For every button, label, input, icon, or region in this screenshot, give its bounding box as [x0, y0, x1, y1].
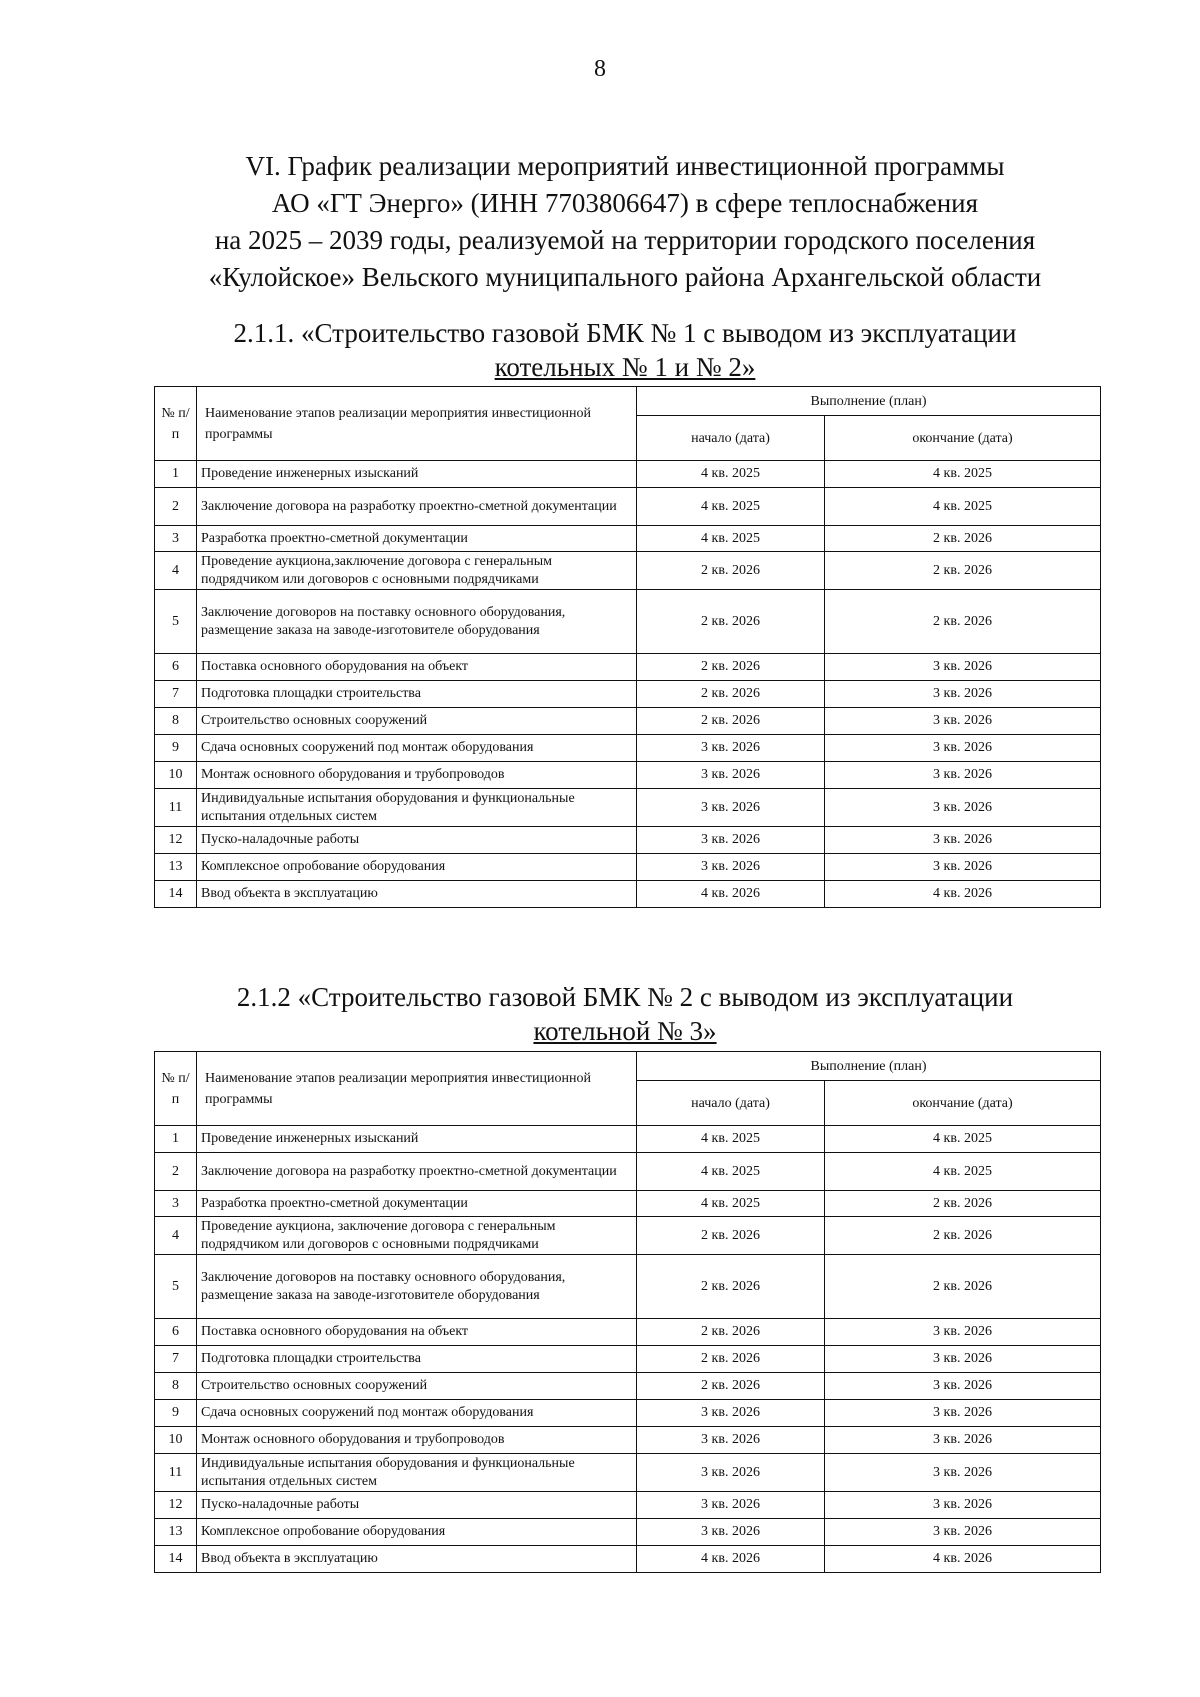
- row-number: 13: [155, 854, 197, 881]
- end-date: 2 кв. 2026: [825, 552, 1101, 590]
- stage-name: Заключение договора на разработку проектно-сметной документации: [197, 488, 637, 526]
- row-number: 1: [155, 461, 197, 488]
- start-date: 3 кв. 2026: [637, 827, 825, 854]
- end-date: 4 кв. 2025: [825, 1153, 1101, 1191]
- table-row: [155, 1153, 1101, 1191]
- header-stage-name: Наименование этапов реализации мероприятия инвестиционной программы: [197, 1052, 637, 1126]
- header-num: № п/п: [155, 387, 197, 461]
- end-date: 3 кв. 2026: [825, 789, 1101, 827]
- start-date: 4 кв. 2026: [637, 881, 825, 908]
- table-row: [155, 735, 1101, 762]
- start-date: 3 кв. 2026: [637, 854, 825, 881]
- end-date: 4 кв. 2025: [825, 461, 1101, 488]
- row-number: 3: [155, 1191, 197, 1217]
- header-end: окончание (дата): [825, 1081, 1101, 1126]
- end-date: 4 кв. 2026: [825, 1546, 1101, 1573]
- end-date: 3 кв. 2026: [825, 708, 1101, 735]
- end-date: 3 кв. 2026: [825, 1519, 1101, 1546]
- table-row: [155, 1191, 1101, 1217]
- table-row: [155, 1126, 1101, 1153]
- end-date: 4 кв. 2025: [825, 488, 1101, 526]
- stage-name: Заключение договоров на поставку основного оборудования, размещение заказа на заводе-изготовителе оборудования: [197, 590, 637, 654]
- table-row: [155, 789, 1101, 827]
- end-date: 3 кв. 2026: [825, 681, 1101, 708]
- header-start: начало (дата): [637, 416, 825, 461]
- section-title-2-1-1: [150, 316, 1100, 384]
- header-execution: Выполнение (план): [637, 1052, 1101, 1081]
- table-row: [155, 681, 1101, 708]
- table-row: [155, 1400, 1101, 1427]
- start-date: 4 кв. 2026: [637, 1546, 825, 1573]
- section-title-2-1-2: [150, 980, 1100, 1048]
- start-date: 3 кв. 2026: [637, 1519, 825, 1546]
- start-date: 3 кв. 2026: [637, 1400, 825, 1427]
- table-row: [155, 1492, 1101, 1519]
- row-number: 9: [155, 1400, 197, 1427]
- end-date: 2 кв. 2026: [825, 590, 1101, 654]
- row-number: 8: [155, 1373, 197, 1400]
- start-date: 3 кв. 2026: [637, 1454, 825, 1492]
- schedule-table-1: [154, 386, 1101, 908]
- row-number: 13: [155, 1519, 197, 1546]
- table-row: [155, 552, 1101, 590]
- start-date: 2 кв. 2026: [637, 681, 825, 708]
- stage-name: Комплексное опробование оборудования: [197, 854, 637, 881]
- end-date: 3 кв. 2026: [825, 735, 1101, 762]
- stage-name: Комплексное опробование оборудования: [197, 1519, 637, 1546]
- row-number: 6: [155, 1319, 197, 1346]
- stage-name: Проведение аукциона,заключение договора с генеральным подрядчиком или договоров с основными подрядчиками: [197, 552, 637, 590]
- table-row: [155, 1519, 1101, 1546]
- end-date: 3 кв. 2026: [825, 762, 1101, 789]
- end-date: 2 кв. 2026: [825, 1255, 1101, 1319]
- stage-name: Ввод объекта в эксплуатацию: [197, 1546, 637, 1573]
- start-date: 2 кв. 2026: [637, 552, 825, 590]
- stage-name: Проведение аукциона, заключение договора с генеральным подрядчиком или договоров с основными подрядчиками: [197, 1217, 637, 1255]
- start-date: 4 кв. 2025: [637, 1126, 825, 1153]
- row-number: 5: [155, 590, 197, 654]
- end-date: 3 кв. 2026: [825, 1427, 1101, 1454]
- stage-name: Сдача основных сооружений под монтаж оборудования: [197, 1400, 637, 1427]
- title-line: на 2025 – 2039 годы, реализуемой на территории городского поселения: [214, 225, 1036, 255]
- stage-name: Поставка основного оборудования на объект: [197, 1319, 637, 1346]
- start-date: 2 кв. 2026: [637, 1373, 825, 1400]
- table-row: [155, 881, 1101, 908]
- start-date: 4 кв. 2025: [637, 526, 825, 552]
- section-title-line: 2.1.1. «Строительство газовой БМК № 1 с выводом из эксплуатации: [233, 318, 1017, 348]
- start-date: 3 кв. 2026: [637, 1427, 825, 1454]
- table-row: [155, 654, 1101, 681]
- start-date: 2 кв. 2026: [637, 1217, 825, 1255]
- row-number: 7: [155, 1346, 197, 1373]
- stage-name: Пуско-наладочные работы: [197, 827, 637, 854]
- row-number: 12: [155, 1492, 197, 1519]
- stage-name: Проведение инженерных изысканий: [197, 461, 637, 488]
- stage-name: Заключение договора на разработку проектно-сметной документации: [197, 1153, 637, 1191]
- schedule-table-2: [154, 1051, 1101, 1573]
- stage-name: Строительство основных сооружений: [197, 708, 637, 735]
- title-line: АО «ГТ Энерго» (ИНН 7703806647) в сфере теплоснабжения: [271, 188, 979, 218]
- table-row: [155, 1373, 1101, 1400]
- table-row: [155, 1427, 1101, 1454]
- table-row: [155, 827, 1101, 854]
- start-date: 3 кв. 2026: [637, 762, 825, 789]
- start-date: 2 кв. 2026: [637, 1255, 825, 1319]
- stage-name: Разработка проектно-сметной документации: [197, 1191, 637, 1217]
- end-date: 2 кв. 2026: [825, 1217, 1101, 1255]
- stage-name: Подготовка площадки строительства: [197, 1346, 637, 1373]
- stage-name: Строительство основных сооружений: [197, 1373, 637, 1400]
- end-date: 4 кв. 2026: [825, 881, 1101, 908]
- stage-name: Индивидуальные испытания оборудования и функциональные испытания отдельных систем: [197, 789, 637, 827]
- row-number: 10: [155, 1427, 197, 1454]
- document-title: [150, 148, 1100, 296]
- table-row: [155, 1454, 1101, 1492]
- table-row: [155, 1319, 1101, 1346]
- table-row: [155, 590, 1101, 654]
- table-row: [155, 461, 1101, 488]
- start-date: 2 кв. 2026: [637, 590, 825, 654]
- row-number: 6: [155, 654, 197, 681]
- row-number: 7: [155, 681, 197, 708]
- row-number: 14: [155, 1546, 197, 1573]
- table-body: [155, 461, 1101, 908]
- header-stage-name: Наименование этапов реализации мероприятия инвестиционной программы: [197, 387, 637, 461]
- start-date: 4 кв. 2025: [637, 1153, 825, 1191]
- end-date: 2 кв. 2026: [825, 1191, 1101, 1217]
- header-execution: Выполнение (план): [637, 387, 1101, 416]
- end-date: 3 кв. 2026: [825, 1454, 1101, 1492]
- header-end: окончание (дата): [825, 416, 1101, 461]
- table-row: [155, 1255, 1101, 1319]
- row-number: 11: [155, 1454, 197, 1492]
- title-line: «Кулойское» Вельского муниципального района Архангельской области: [208, 262, 1042, 292]
- end-date: 2 кв. 2026: [825, 526, 1101, 552]
- stage-name: Заключение договоров на поставку основного оборудования, размещение заказа на заводе-изготовителе оборудования: [197, 1255, 637, 1319]
- end-date: 3 кв. 2026: [825, 827, 1101, 854]
- table-row: [155, 762, 1101, 789]
- start-date: 3 кв. 2026: [637, 1492, 825, 1519]
- row-number: 1: [155, 1126, 197, 1153]
- end-date: 3 кв. 2026: [825, 1373, 1101, 1400]
- start-date: 2 кв. 2026: [637, 1319, 825, 1346]
- title-line: VI. График реализации мероприятий инвестиционной программы: [245, 151, 1005, 181]
- stage-name: Ввод объекта в эксплуатацию: [197, 881, 637, 908]
- start-date: 4 кв. 2025: [637, 1191, 825, 1217]
- row-number: 9: [155, 735, 197, 762]
- stage-name: Поставка основного оборудования на объект: [197, 654, 637, 681]
- row-number: 8: [155, 708, 197, 735]
- row-number: 4: [155, 1217, 197, 1255]
- end-date: 3 кв. 2026: [825, 654, 1101, 681]
- start-date: 4 кв. 2025: [637, 461, 825, 488]
- stage-name: Подготовка площадки строительства: [197, 681, 637, 708]
- end-date: 3 кв. 2026: [825, 1319, 1101, 1346]
- end-date: 4 кв. 2025: [825, 1126, 1101, 1153]
- row-number: 3: [155, 526, 197, 552]
- row-number: 4: [155, 552, 197, 590]
- row-number: 2: [155, 1153, 197, 1191]
- table-row: [155, 1346, 1101, 1373]
- end-date: 3 кв. 2026: [825, 854, 1101, 881]
- row-number: 14: [155, 881, 197, 908]
- stage-name: Пуско-наладочные работы: [197, 1492, 637, 1519]
- end-date: 3 кв. 2026: [825, 1346, 1101, 1373]
- table-body: [155, 1126, 1101, 1573]
- table-row: [155, 1546, 1101, 1573]
- table-row: [155, 488, 1101, 526]
- stage-name: Сдача основных сооружений под монтаж оборудования: [197, 735, 637, 762]
- stage-name: Разработка проектно-сметной документации: [197, 526, 637, 552]
- start-date: 2 кв. 2026: [637, 1346, 825, 1373]
- end-date: 3 кв. 2026: [825, 1400, 1101, 1427]
- row-number: 12: [155, 827, 197, 854]
- start-date: 2 кв. 2026: [637, 654, 825, 681]
- start-date: 3 кв. 2026: [637, 735, 825, 762]
- stage-name: Проведение инженерных изысканий: [197, 1126, 637, 1153]
- section-title-line: 2.1.2 «Строительство газовой БМК № 2 с выводом из эксплуатации: [236, 982, 1014, 1012]
- end-date: 3 кв. 2026: [825, 1492, 1101, 1519]
- start-date: 3 кв. 2026: [637, 789, 825, 827]
- section-title-line: котельной № 3»: [533, 1016, 717, 1046]
- row-number: 11: [155, 789, 197, 827]
- start-date: 2 кв. 2026: [637, 708, 825, 735]
- section-title-line: котельных № 1 и № 2»: [494, 352, 756, 382]
- header-start: начало (дата): [637, 1081, 825, 1126]
- row-number: 10: [155, 762, 197, 789]
- stage-name: Монтаж основного оборудования и трубопроводов: [197, 762, 637, 789]
- table-row: [155, 526, 1101, 552]
- stage-name: Индивидуальные испытания оборудования и функциональные испытания отдельных систем: [197, 1454, 637, 1492]
- row-number: 2: [155, 488, 197, 526]
- stage-name: Монтаж основного оборудования и трубопроводов: [197, 1427, 637, 1454]
- table-row: [155, 1217, 1101, 1255]
- table-row: [155, 708, 1101, 735]
- table-row: [155, 854, 1101, 881]
- start-date: 4 кв. 2025: [637, 488, 825, 526]
- header-num: № п/п: [155, 1052, 197, 1126]
- row-number: 5: [155, 1255, 197, 1319]
- page-number: 8: [594, 56, 606, 82]
